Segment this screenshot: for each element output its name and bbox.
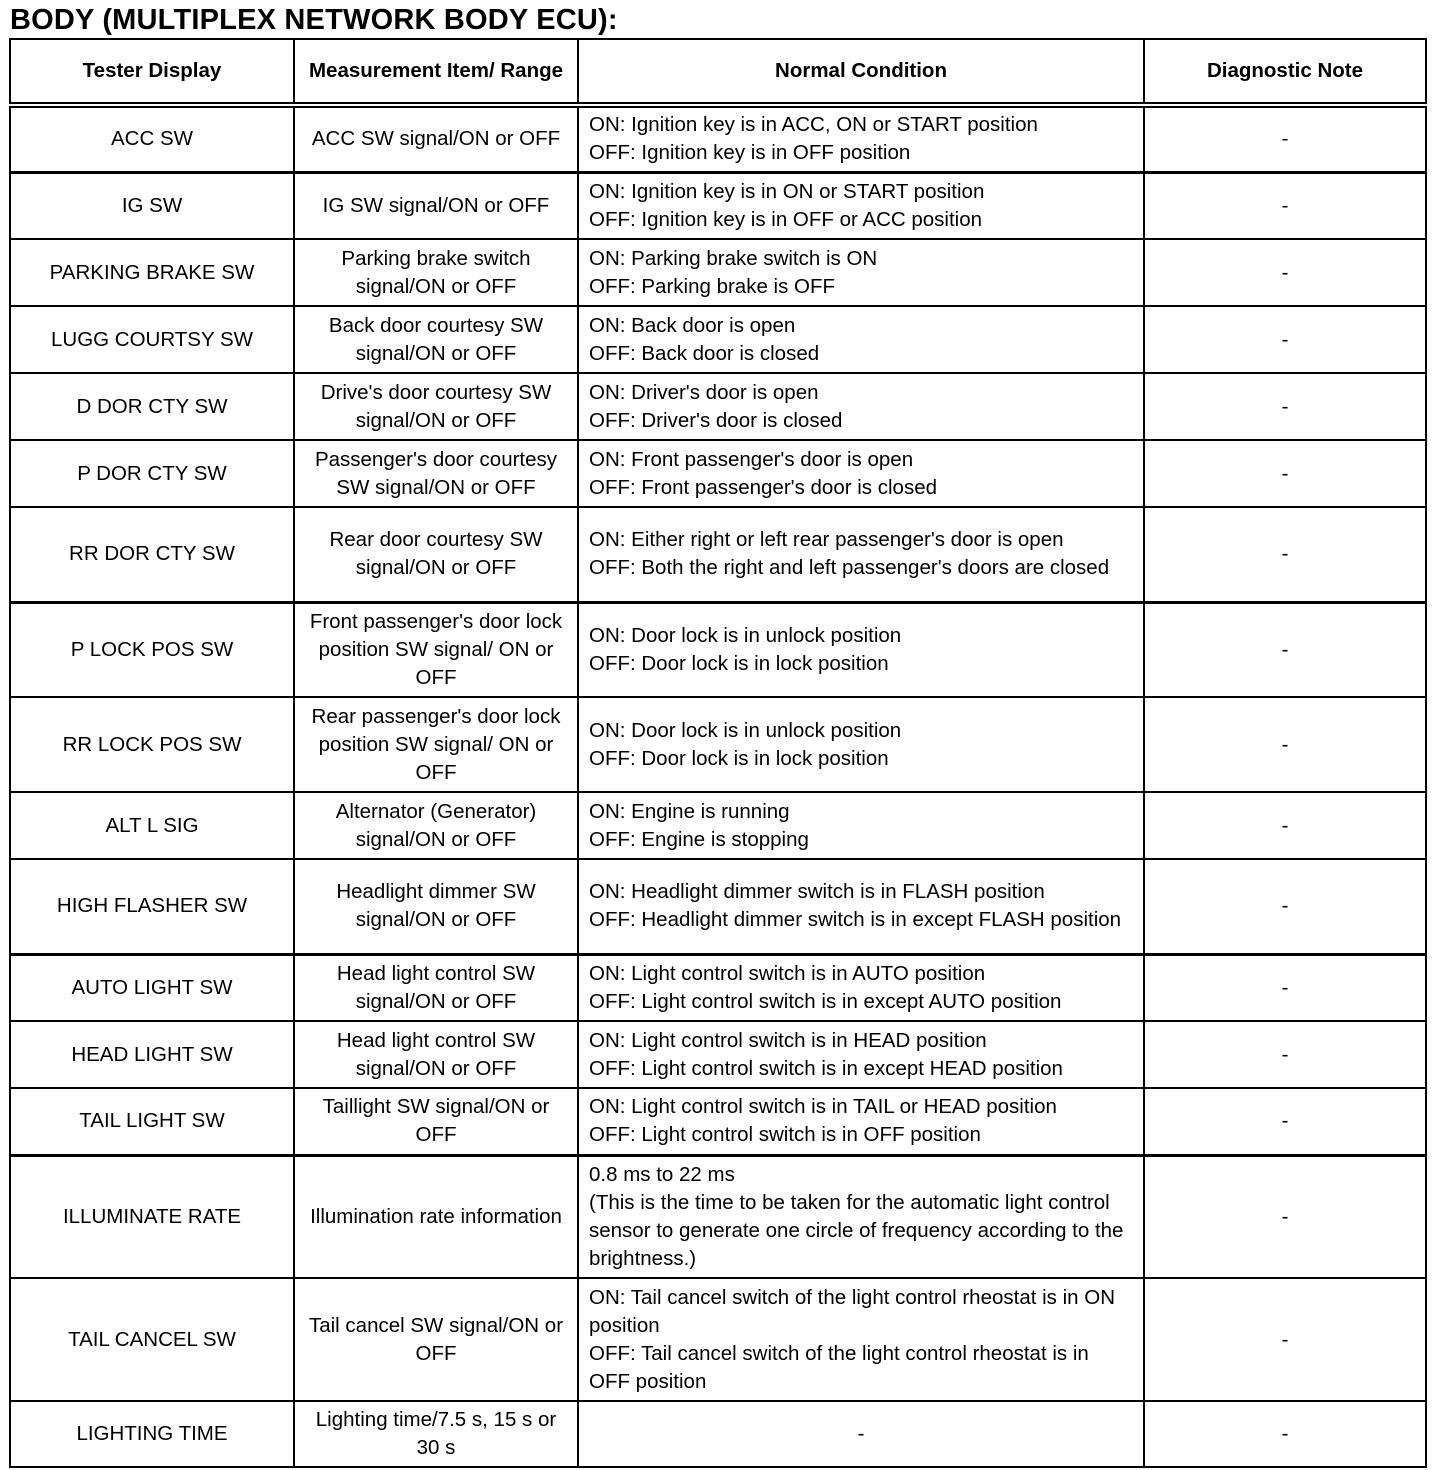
diagnostic-note-cell: - [1144, 507, 1426, 602]
tester-display-cell: P LOCK POS SW [10, 602, 294, 697]
header-tester-display: Tester Display [10, 39, 294, 105]
condition-on-line: ON: Door lock is in unlock position [589, 623, 902, 647]
condition-cell [578, 954, 1144, 1021]
diagnostic-note-cell: - [1144, 440, 1426, 507]
condition-off-line: OFF: Driver's door is closed [589, 408, 843, 432]
tester-display-cell: HIGH FLASHER SW [10, 859, 294, 954]
condition-off-line: OFF: Back door is closed [589, 341, 820, 365]
header-measurement: Measurement Item/ Range [294, 39, 578, 105]
table-row [10, 1278, 1426, 1401]
diagnostic-note-cell: - [1144, 1401, 1426, 1467]
header-normal-condition: Normal Condition [578, 39, 1144, 105]
table-row [10, 1021, 1426, 1088]
condition-cell [578, 602, 1144, 697]
table-row [10, 507, 1426, 602]
diagnostic-note-cell: - [1144, 373, 1426, 440]
tester-display-cell: AUTO LIGHT SW [10, 954, 294, 1021]
measurement-cell: Lighting time/7.5 s, 15 s or 30 s [294, 1401, 578, 1467]
measurement-cell: ACC SW signal/ON or OFF [294, 105, 578, 172]
diagnostic-note-cell: - [1144, 1278, 1426, 1401]
table-row [10, 602, 1426, 697]
measurement-cell: Back door courtesy SW signal/ON or OFF [294, 306, 578, 373]
tester-display-cell: TAIL CANCEL SW [10, 1278, 294, 1401]
diagnostic-note-cell: - [1144, 306, 1426, 373]
diagnostic-note-cell: - [1144, 1088, 1426, 1155]
measurement-cell: Drive's door courtesy SW signal/ON or OFF [294, 373, 578, 440]
measurement-cell: Rear door courtesy SW signal/ON or OFF [294, 507, 578, 602]
tester-display-cell: IG SW [10, 172, 294, 239]
tester-display-cell: ALT L SIG [10, 792, 294, 859]
measurement-cell: Parking brake switch signal/ON or OFF [294, 239, 578, 306]
condition-cell [578, 373, 1144, 440]
measurement-cell: Headlight dimmer SW signal/ON or OFF [294, 859, 578, 954]
tester-display-cell: RR LOCK POS SW [10, 697, 294, 792]
tester-display-cell: LUGG COURTSY SW [10, 306, 294, 373]
table-row [10, 792, 1426, 859]
condition-cell [578, 306, 1144, 373]
condition-off-line: OFF: Door lock is in lock position [589, 746, 889, 770]
condition-cell [578, 1088, 1144, 1155]
diagnostic-note-cell: - [1144, 105, 1426, 172]
table-row [10, 172, 1426, 239]
diagnostic-note-cell: - [1144, 602, 1426, 697]
tester-display-cell: P DOR CTY SW [10, 440, 294, 507]
condition-cell [578, 105, 1144, 172]
measurement-cell: Rear passenger's door lock position SW signal/ ON or OFF [294, 697, 578, 792]
condition-on-line: ON: Back door is open [589, 313, 796, 337]
table-row [10, 1401, 1426, 1467]
condition-off-line: OFF: Headlight dimmer switch is in except FLASH position [589, 908, 1122, 932]
condition-off-line: OFF: Ignition key is in OFF position [589, 141, 911, 165]
measurement-cell: Taillight SW signal/ON or OFF [294, 1088, 578, 1155]
measurement-cell: Illumination rate information [294, 1155, 578, 1278]
measurement-cell: Alternator (Generator) signal/ON or OFF [294, 792, 578, 859]
condition-cell [578, 697, 1144, 792]
condition-on-line: ON: Parking brake switch is ON [589, 246, 878, 270]
condition-on-line: ON: Tail cancel switch of the light control rheostat is in ON position [589, 1285, 1116, 1337]
condition-on-line: ON: Headlight dimmer switch is in FLASH position [589, 880, 1045, 904]
measurement-cell: Passenger's door courtesy SW signal/ON or OFF [294, 440, 578, 507]
condition-off-line: OFF: Door lock is in lock position [589, 651, 889, 675]
tester-display-cell: ILLUMINATE RATE [10, 1155, 294, 1278]
condition-on-line: ON: Light control switch is in HEAD position [589, 1028, 987, 1052]
condition-on-line: ON: Driver's door is open [589, 380, 819, 404]
table-row [10, 697, 1426, 792]
table-row [10, 954, 1426, 1021]
condition-on-line: ON: Light control switch is in AUTO position [589, 961, 986, 985]
measurement-cell: Head light control SW signal/ON or OFF [294, 954, 578, 1021]
condition-cell [578, 1278, 1144, 1401]
diagnostic-note-cell: - [1144, 697, 1426, 792]
page-title: BODY (MULTIPLEX NETWORK BODY ECU): [10, 4, 618, 36]
condition-cell [578, 859, 1144, 954]
measurement-cell: Head light control SW signal/ON or OFF [294, 1021, 578, 1088]
condition-off-line: OFF: Light control switch is in except AUTO position [589, 989, 1062, 1013]
tester-display-cell: LIGHTING TIME [10, 1401, 294, 1467]
diagnostic-note-cell: - [1144, 172, 1426, 239]
header-diagnostic-note: Diagnostic Note [1144, 39, 1426, 105]
condition-on-line: ON: Ignition key is in ON or START position [589, 179, 985, 203]
tester-display-cell: PARKING BRAKE SW [10, 239, 294, 306]
table-row [10, 306, 1426, 373]
table-row [10, 373, 1426, 440]
condition-off-line: OFF: Tail cancel switch of the light control rheostat is in OFF position [589, 1341, 1089, 1393]
diagnostic-note-cell: - [1144, 239, 1426, 306]
condition-off-line: OFF: Light control switch is in except HEAD position [589, 1056, 1063, 1080]
condition-cell [578, 1021, 1144, 1088]
condition-cell [578, 440, 1144, 507]
condition-off-line: OFF: Both the right and left passenger's doors are closed [589, 556, 1110, 580]
table-row [10, 859, 1426, 954]
condition-on-line: ON: Front passenger's door is open [589, 447, 914, 471]
condition-off-line: OFF: Light control switch is in OFF position [589, 1123, 981, 1147]
condition-off-line: OFF: Parking brake is OFF [589, 274, 836, 298]
diagnostic-note-cell: - [1144, 859, 1426, 954]
table-row [10, 239, 1426, 306]
table-row [10, 1155, 1426, 1278]
tester-display-cell: HEAD LIGHT SW [10, 1021, 294, 1088]
condition-range-line: 0.8 ms to 22 ms [589, 1162, 735, 1186]
condition-off-line: OFF: Ignition key is in OFF or ACC position [589, 207, 983, 231]
tester-display-cell: TAIL LIGHT SW [10, 1088, 294, 1155]
condition-explanation-line: (This is the time to be taken for the automatic light control sensor to generate one circle of frequency according to the brightness.) [589, 1190, 1124, 1270]
tester-display-cell: RR DOR CTY SW [10, 507, 294, 602]
diagnostic-note-cell: - [1144, 1155, 1426, 1278]
tester-display-cell: ACC SW [10, 105, 294, 172]
condition-off-line: OFF: Front passenger's door is closed [589, 475, 937, 499]
diagnostic-note-cell: - [1144, 954, 1426, 1021]
condition-cell [578, 507, 1144, 602]
measurement-cell: IG SW signal/ON or OFF [294, 172, 578, 239]
table-row [10, 105, 1426, 172]
condition-cell: - [578, 1401, 1144, 1467]
measurement-cell: Front passenger's door lock position SW signal/ ON or OFF [294, 602, 578, 697]
condition-on-line: ON: Either right or left rear passenger's door is open [589, 528, 1064, 552]
table-row [10, 440, 1426, 507]
diagnostic-note-cell: - [1144, 1021, 1426, 1088]
data-table [9, 38, 1427, 1468]
tester-display-cell: D DOR CTY SW [10, 373, 294, 440]
condition-off-line: OFF: Engine is stopping [589, 827, 809, 851]
condition-cell [578, 239, 1144, 306]
header-row [10, 39, 1426, 105]
condition-cell [578, 172, 1144, 239]
measurement-cell: Tail cancel SW signal/ON or OFF [294, 1278, 578, 1401]
condition-on-line: ON: Light control switch is in TAIL or HEAD position [589, 1095, 1057, 1119]
condition-on-line: ON: Ignition key is in ACC, ON or START position [589, 113, 1038, 137]
table-row [10, 1088, 1426, 1155]
condition-cell [578, 792, 1144, 859]
condition-on-line: ON: Door lock is in unlock position [589, 718, 902, 742]
diagnostic-note-cell: - [1144, 792, 1426, 859]
condition-cell [578, 1155, 1144, 1278]
condition-on-line: ON: Engine is running [589, 799, 790, 823]
